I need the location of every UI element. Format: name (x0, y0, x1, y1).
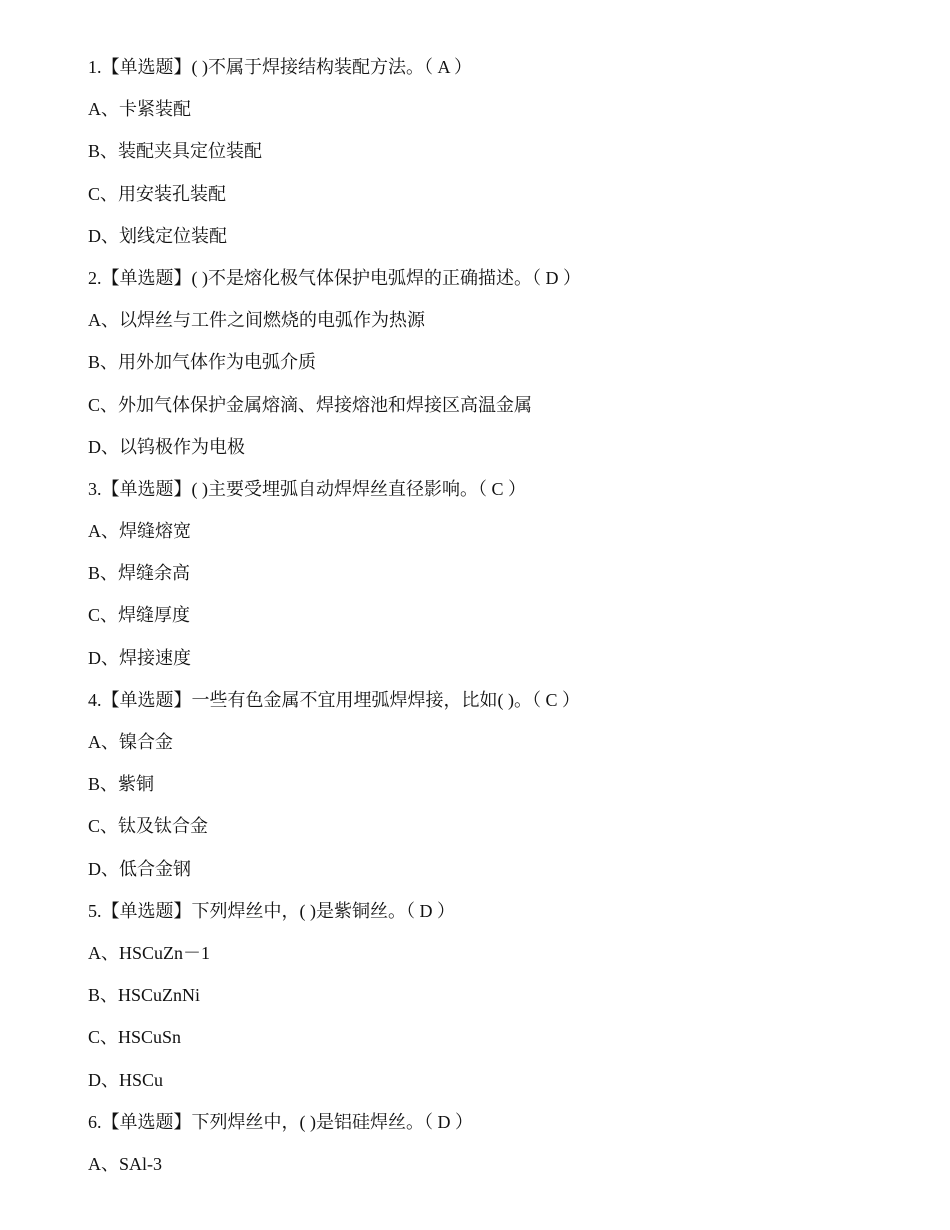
option-d: D、划线定位装配 (88, 225, 227, 246)
question-6 (88, 1109, 908, 1193)
option-d: D、HSCu (88, 1069, 164, 1090)
question-4 (88, 687, 908, 898)
question-stem: 3.【单选题】( )主要受埋弧自动焊焊丝直径影响。（ C ） (88, 478, 526, 499)
option-d: D、焊接速度 (88, 647, 191, 668)
option-c: C、外加气体保护金属熔滴、焊接熔池和焊接区高温金属 (88, 394, 533, 415)
option-c: C、HSCuSn (88, 1027, 182, 1048)
option-a: A、卡紧装配 (88, 99, 191, 120)
option-a: A、焊缝熔宽 (88, 521, 191, 542)
question-1 (88, 54, 908, 265)
question-2 (88, 265, 908, 476)
option-a: A、镍合金 (88, 732, 173, 752)
option-b: B、紫铜 (88, 774, 155, 795)
question-stem: 4.【单选题】一些有色金属不宜用埋弧焊焊接，比如( )。（ C ） (88, 689, 580, 710)
option-a: A、HSCuZn－1 (88, 942, 211, 963)
option-c: C、钛及钛合金 (88, 816, 209, 837)
option-a: A、SAl-3 (88, 1153, 163, 1174)
question-stem: 6.【单选题】下列焊丝中，( )是铝硅焊丝。（ D ） (88, 1111, 473, 1132)
option-a: A、以焊丝与工件之间燃烧的电弧作为热源 (88, 310, 425, 331)
question-3 (88, 476, 908, 687)
option-d: D、以钨极作为电极 (88, 436, 245, 457)
option-d: D、低合金钢 (88, 858, 191, 879)
question-stem: 2.【单选题】( )不是熔化极气体保护电弧焊的正确描述。（ D ） (88, 267, 581, 288)
option-b: B、焊缝余高 (88, 563, 191, 584)
question-stem: 1.【单选题】( )不属于焊接结构装配方法。（ A ） (88, 57, 472, 77)
option-b: B、用外加气体作为电弧介质 (88, 352, 317, 373)
option-c: C、用安装孔装配 (88, 183, 227, 204)
question-stem: 5.【单选题】下列焊丝中，( )是紫铜丝。（ D ） (88, 900, 455, 921)
option-b: B、HSCuZnNi (88, 985, 201, 1006)
option-c: C、焊缝厚度 (88, 605, 191, 626)
question-list (88, 54, 908, 1193)
question-5 (88, 898, 908, 1109)
option-b: B、装配夹具定位装配 (88, 141, 263, 162)
